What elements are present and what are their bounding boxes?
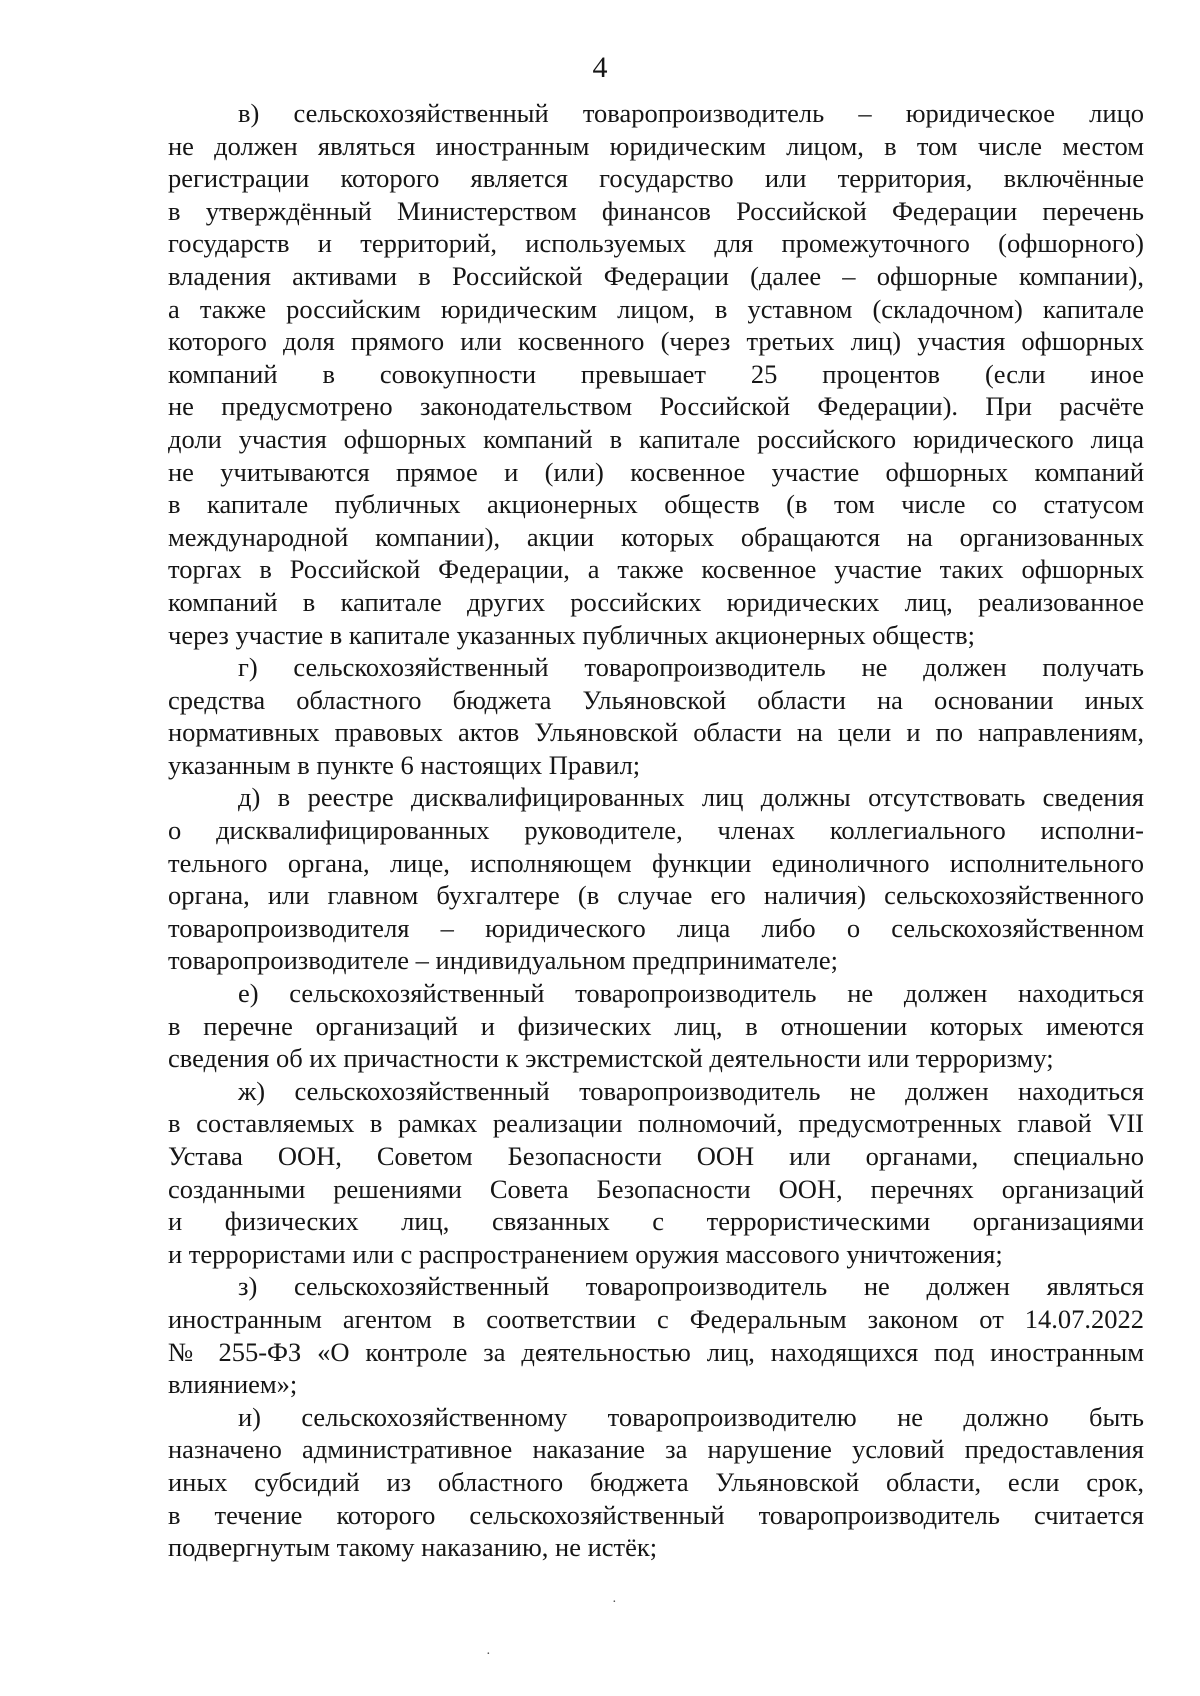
- text-line: назначено административное наказание за нарушение условий предоставления: [168, 1434, 1144, 1465]
- page-number: 4: [592, 51, 608, 84]
- paragraph: [168, 781, 1144, 977]
- text-line: в) сельскохозяйственный товаропроизводитель – юридическое лицо: [238, 98, 1144, 128]
- text-line: подвергнутым такому наказанию, не истёк;: [168, 1532, 658, 1563]
- text-line: о дисквалифицированных руководителе, членах коллегиального исполни-: [168, 815, 1144, 846]
- text-line: тельного органа, лице, исполняющем функции единоличного исполнительного: [168, 847, 1144, 878]
- text-line: государств и территорий, используемых для промежуточного (офшорного): [168, 228, 1144, 259]
- paragraph: [168, 97, 1144, 651]
- text-line: ж) сельскохозяйственный товаропроизводитель не должен находиться: [238, 1075, 1144, 1106]
- text-line: владения активами в Российской Федерации (далее – офшорные компании),: [168, 260, 1144, 291]
- paragraph: [168, 1075, 1144, 1271]
- text-line: а также российским юридическим лицом, в уставном (складочном) капитале: [168, 293, 1144, 324]
- text-line: товаропроизводителя – юридического лица либо о сельскохозяйственном: [168, 912, 1144, 943]
- text-line: нормативных правовых актов Ульяновской области на цели и по направлениям,: [168, 717, 1144, 748]
- document-body: [168, 97, 1144, 1564]
- text-line: торгах в Российской Федерации, а также косвенное участие таких офшорных: [168, 554, 1144, 585]
- text-line: органа, или главном бухгалтере (в случае его наличия) сельскохозяйственного: [168, 880, 1144, 911]
- text-line: компаний в совокупности превышает 25 процентов (если иное: [168, 358, 1144, 389]
- text-line: иностранным агентом в соответствии с Федеральным законом от 14.07.2022: [168, 1303, 1144, 1334]
- text-line: д) в реестре дисквалифицированных лиц должны отсутствовать сведения: [238, 782, 1144, 813]
- text-line: товаропроизводителе – индивидуальном предпринимателе;: [168, 945, 838, 976]
- scan-speck: ·: [486, 1647, 491, 1662]
- text-line: влиянием»;: [168, 1369, 298, 1400]
- text-line: средства областного бюджета Ульяновской области на основании иных: [168, 684, 1144, 715]
- text-line: и) сельскохозяйственному товаропроизводителю не должно быть: [238, 1401, 1144, 1432]
- text-line: международной компании), акции которых обращаются на организованных: [168, 521, 1144, 552]
- text-line: сведения об их причастности к экстремистской деятельности или терроризму;: [168, 1043, 1054, 1074]
- text-line: компаний в капитале других российских юридических лиц, реализованное: [168, 586, 1144, 617]
- text-line: е) сельскохозяйственный товаропроизводитель не должен находиться: [238, 978, 1144, 1009]
- text-line: и террористами или с распространением оружия массового уничтожения;: [168, 1238, 1003, 1269]
- paragraph: [168, 1401, 1144, 1564]
- text-line: через участие в капитале указанных публичных акционерных обществ;: [168, 619, 976, 650]
- text-line: не должен являться иностранным юридическим лицом, в том числе местом: [168, 130, 1144, 161]
- text-line: и физических лиц, связанных с террористическими организациями: [168, 1206, 1144, 1237]
- text-line: созданными решениями Совета Безопасности ООН, перечнях организаций: [168, 1173, 1144, 1204]
- text-line: в капитале публичных акционерных обществ (в том числе со статусом: [168, 489, 1144, 520]
- text-line: з) сельскохозяйственный товаропроизводитель не должен являться: [238, 1271, 1144, 1302]
- text-line: № 255-ФЗ «О контроле за деятельностью лиц, находящихся под иностранным: [168, 1336, 1144, 1367]
- text-line: не предусмотрено законодательством Российской Федерации). При расчёте: [168, 391, 1144, 422]
- text-line: которого доля прямого или косвенного (через третьих лиц) участия офшорных: [168, 326, 1144, 357]
- text-line: иных субсидий из областного бюджета Ульяновской области, если срок,: [168, 1466, 1144, 1497]
- text-line: в утверждённый Министерством финансов Российской Федерации перечень: [168, 195, 1144, 226]
- paragraph: [168, 977, 1144, 1075]
- text-line: регистрации которого является государство или территория, включённые: [168, 163, 1144, 194]
- text-line: в течение которого сельскохозяйственный товаропроизводитель считается: [168, 1499, 1144, 1530]
- scan-speck: ·: [612, 1595, 617, 1610]
- paragraph: [168, 651, 1144, 781]
- text-line: Устава ООН, Советом Безопасности ООН или органами, специально: [168, 1141, 1144, 1171]
- paragraph: [168, 1270, 1144, 1400]
- text-line: в перечне организаций и физических лиц, в отношении которых имеются: [168, 1010, 1144, 1041]
- text-line: указанным в пункте 6 настоящих Правил;: [168, 749, 641, 780]
- text-line: не учитываются прямое и (или) косвенное участие офшорных компаний: [168, 456, 1144, 487]
- text-line: доли участия офшорных компаний в капитале российского юридического лица: [168, 423, 1144, 454]
- text-line: г) сельскохозяйственный товаропроизводитель не должен получать: [238, 652, 1144, 683]
- text-line: в составляемых в рамках реализации полномочий, предусмотренных главой VII: [168, 1108, 1144, 1139]
